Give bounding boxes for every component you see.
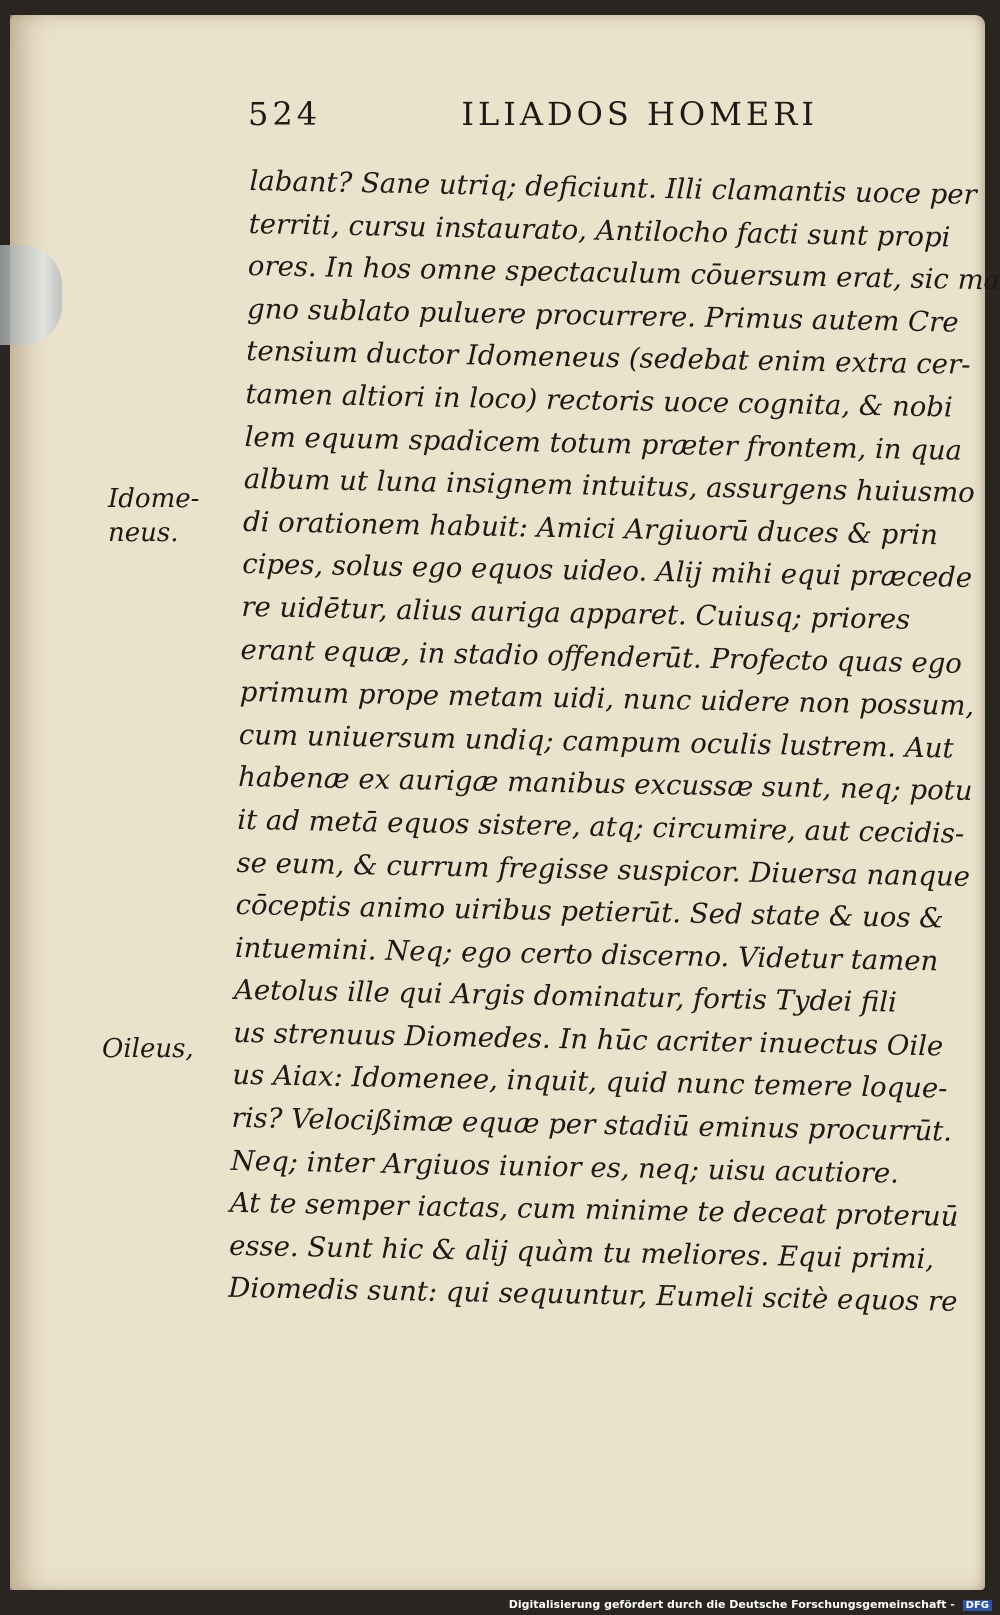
text-line: ris? Velocißimæ equæ per stadiū eminus procurrūt.: [231, 1101, 953, 1148]
credit-text: Digitalisierung gefördert durch die Deutsche Forschungsgemeinschaft -: [508, 1598, 955, 1611]
running-header: [248, 95, 818, 133]
text-line: At te semper iactas, cum minime te deceat proteruū: [229, 1187, 959, 1234]
body-text: [228, 160, 1000, 1323]
text-line: intuemini. Neq; ego certo discerno. Videtur tamen: [234, 931, 939, 978]
text-line: Diomedis sunt: qui sequuntur, Eumeli scitè equos re: [228, 1272, 958, 1319]
text-line: lem equum spadicem totum præter frontem, in qua: [244, 420, 963, 467]
text-line: esse. Sunt hic & alij quàm tu meliores. Equi primi,: [228, 1229, 935, 1276]
running-title: ILIADOS HOMERI: [461, 95, 818, 133]
text-line: cum uniuersum undiq; campum oculis lustrem. Aut: [238, 718, 954, 765]
text-line: labant? Sane utriq; deficiunt. Illi clamantis uoce per: [249, 164, 978, 211]
text-line: di orationem habuit: Amici Argiuorū duces & prin: [242, 505, 939, 552]
text-line: habenæ ex aurigæ manibus excussæ sunt, neq; potu: [237, 761, 973, 808]
dfg-logo: DFG: [963, 1600, 992, 1611]
margin-note-line: Oileus,: [102, 1034, 194, 1064]
margin-note-idomeneus: [108, 482, 199, 550]
text-line: tensium ductor Idomeneus (sedebat enim extra cer-: [246, 335, 971, 382]
text-line: us strenuus Diomedes. In hūc acriter inuectus Oile: [232, 1016, 944, 1063]
text-line: se eum, & currum fregisse suspicor. Diuersa nanque: [236, 846, 971, 893]
margin-note-line: neus.: [108, 518, 179, 548]
text-line: gno sublato puluere procurrere. Primus autem Cre: [246, 292, 959, 339]
page-number: 524: [248, 95, 322, 133]
text-line: primum prope metam uidi, nunc uidere non possum,: [239, 676, 975, 723]
text-line: tamen altiori in loco) rectoris uoce cognita, & nobi: [245, 377, 954, 424]
text-line: erant equæ, in stadio offenderūt. Profecto quas ego: [240, 633, 963, 680]
text-line: us Aiax: Idomenee, inquit, quid nunc temere loque-: [232, 1059, 948, 1106]
text-line: it ad metā equos sistere, atq; circumire, aut cecidis-: [237, 803, 965, 850]
text-line: cōceptis animo uiribus petierūt. Sed state & uos &: [235, 888, 944, 935]
text-line: Neq; inter Argiuos iunior es, neq; uisu acutiore.: [230, 1144, 900, 1190]
text-line: cipes, solus ego equos uideo. Alij mihi equi præcede: [241, 548, 973, 595]
margin-note-oileus: [102, 1032, 194, 1066]
digitization-credit: [509, 1598, 992, 1611]
margin-note-line: Idome-: [108, 484, 200, 514]
text-line: Aetolus ille qui Argis dominatur, fortis Tydei fili: [233, 974, 898, 1019]
page-clip: [0, 245, 62, 345]
text-line: album ut luna insignem intuitus, assurgens huiusmo: [243, 463, 976, 510]
text-line: re uidētur, alius auriga apparet. Cuiusq; priores: [241, 590, 911, 636]
text-line: territi, cursu instaurato, Antilocho facti sunt propi: [248, 207, 951, 254]
text-line: ores. In hos omne spectaculum cōuersum erat, sic ma: [247, 250, 1000, 297]
